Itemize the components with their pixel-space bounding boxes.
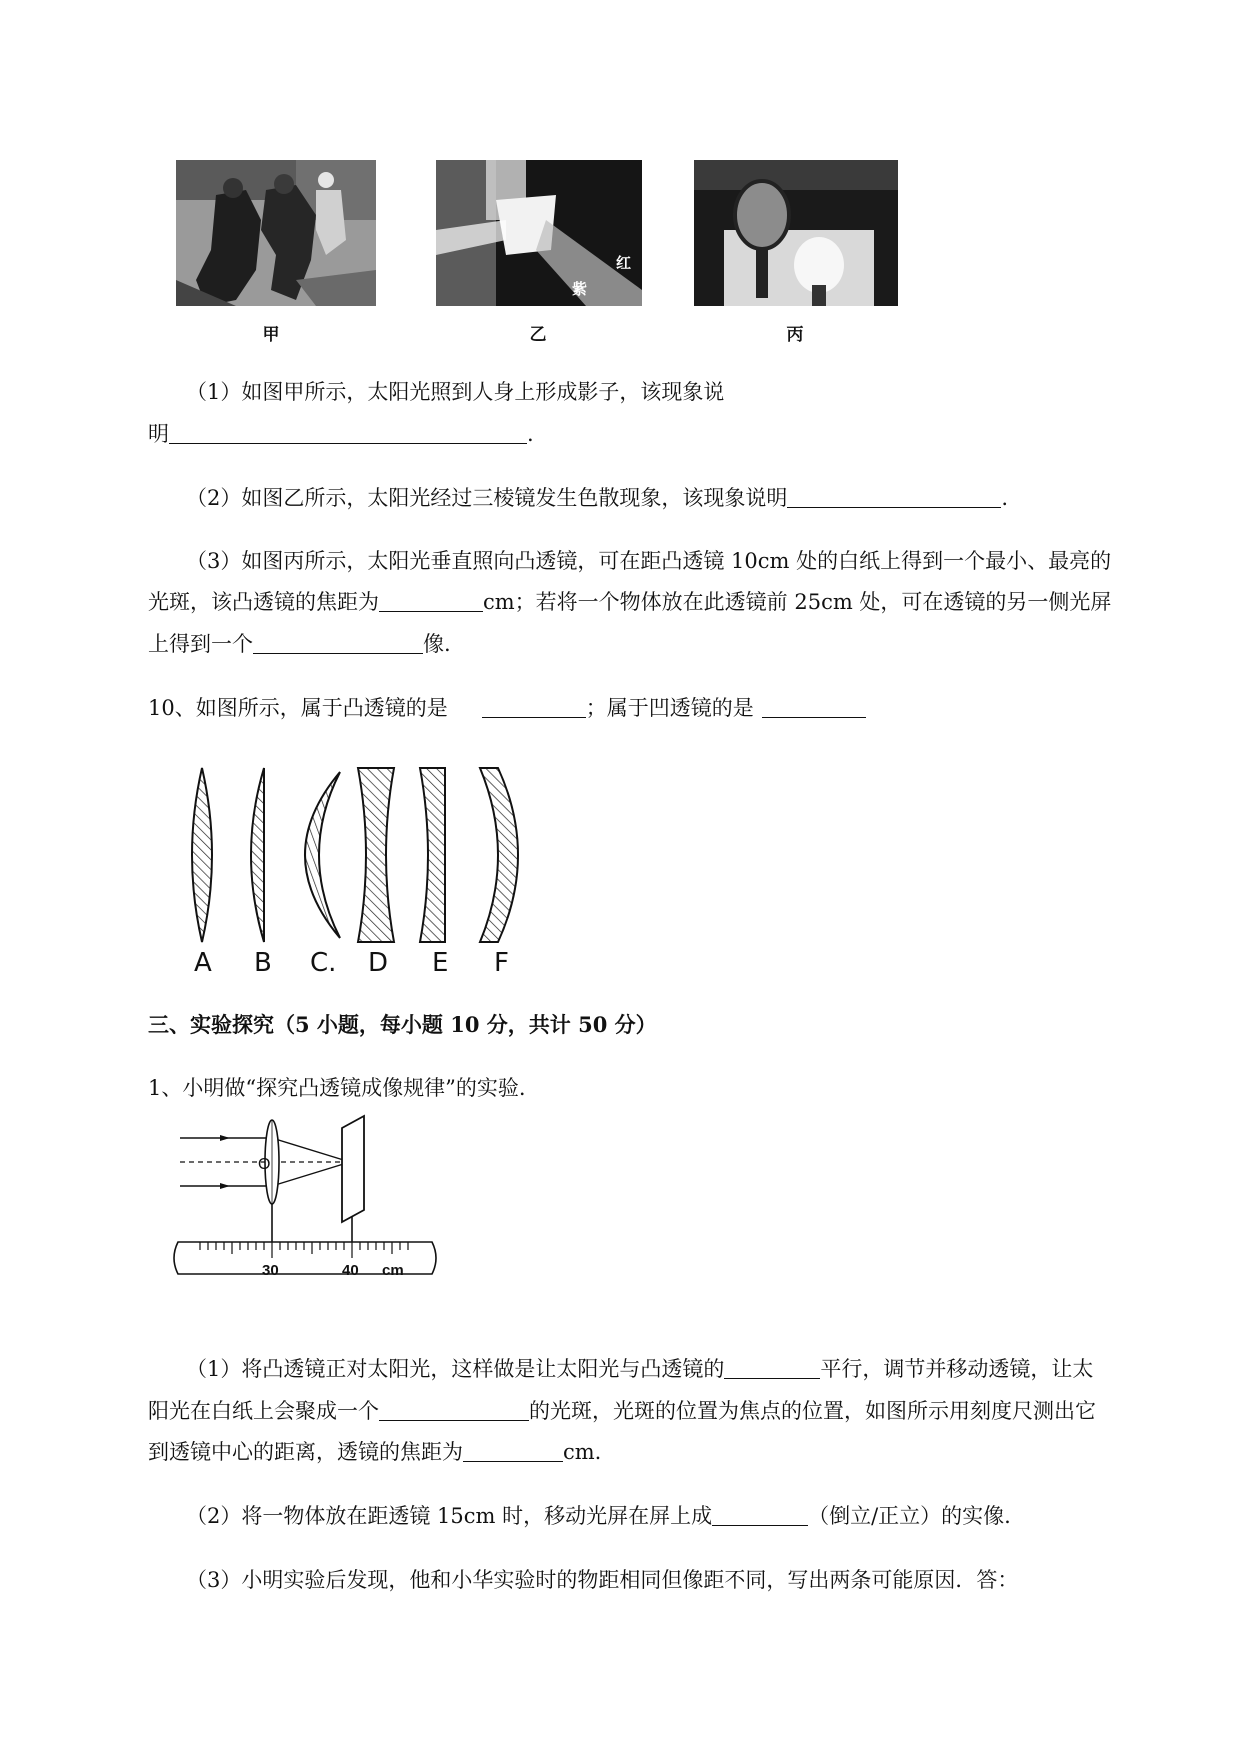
q10-prefix: 10、如图所示，属于凸透镜的是	[148, 696, 448, 720]
exp1-part1-line2	[148, 1399, 1096, 1423]
lens-label-a: A	[194, 948, 212, 978]
caption-yi: 乙	[529, 325, 547, 345]
q9-part1-line2	[148, 422, 534, 446]
exp1-part2-prefix: （2）将一物体放在距透镜 15cm 时，移动光屏在屏上成	[186, 1504, 713, 1528]
exp1-part1-line1-suffix: 平行，调节并移动透镜，让太	[820, 1357, 1094, 1381]
exp1-part1-line3-prefix: 到透镜中心的距离，透镜的焦距为	[148, 1440, 463, 1464]
ruler-label-30: 30	[262, 1262, 279, 1279]
exp1-part2	[186, 1504, 1011, 1528]
exp1-part2-suffix: （倒立/正立）的实像.	[808, 1504, 1011, 1528]
lens-label-b: B	[254, 948, 272, 978]
q9-part3-line3-prefix: 上得到一个	[148, 632, 253, 656]
q9-part3-line1: （3）如图丙所示，太阳光垂直照向凸透镜，可在距凸透镜 10cm 处的白纸上得到一个最小、最亮的	[186, 549, 1112, 573]
lens-e	[420, 768, 445, 942]
q9-part3-focal-blank[interactable]	[379, 591, 483, 612]
q9-part3-image-blank[interactable]	[253, 633, 423, 654]
caption-jia: 甲	[262, 325, 280, 345]
q9-part1-line1: （1）如图甲所示，太阳光照到人身上形成影子，该现象说	[186, 380, 725, 404]
lens-a	[192, 768, 212, 942]
prism-label-red: 红	[616, 254, 632, 272]
caption-bing: 丙	[786, 325, 804, 345]
q10-convex-blank[interactable]	[482, 697, 586, 718]
q9-part3-line2	[148, 590, 1111, 614]
exp1-part1-spot-blank[interactable]	[379, 1400, 529, 1421]
q10-question	[148, 696, 866, 720]
exp1-part1-line1-prefix: （1）将凸透镜正对太阳光，这样做是让太阳光与凸透镜的	[186, 1357, 725, 1381]
ruler-label-40: 40	[342, 1262, 359, 1279]
prism-photo-illustration	[436, 160, 642, 306]
photo-bing-magnifier	[694, 160, 898, 306]
ruler-experiment-figure	[172, 1106, 442, 1276]
q9-part2-text: （2）如图乙所示，太阳光经过三棱镜发生色散现象，该现象说明	[186, 486, 788, 510]
q9-part3-line2-prefix: 光斑，该凸透镜的焦距为	[148, 590, 379, 614]
exp1-part1-line2-prefix: 阳光在白纸上会聚成一个	[148, 1399, 379, 1423]
q9-part2	[186, 486, 1008, 510]
lens-label-f: F	[494, 948, 509, 978]
shadow-photo-illustration	[176, 160, 376, 306]
q9-part2-answer-blank[interactable]	[787, 487, 1001, 508]
exp1-part1-focal-blank[interactable]	[463, 1441, 563, 1462]
exp1-intro: 1、小明做“探究凸透镜成像规律”的实验.	[148, 1076, 526, 1100]
ruler-label-unit: cm	[382, 1262, 404, 1279]
photo-yi-prism	[436, 160, 642, 306]
photo-jia-shadow	[176, 160, 376, 306]
section3-heading: 三、实验探究（5 小题，每小题 10 分，共计 50 分）	[148, 1012, 657, 1037]
q9-part3-line3-suffix: 像.	[423, 632, 451, 656]
exp1-part1-line3-suffix: cm.	[563, 1440, 602, 1464]
lens-f	[480, 768, 518, 942]
q9-part1-prefix: 明	[148, 422, 169, 446]
lens-b	[251, 768, 264, 942]
exp1-part1-line2-suffix: 的光斑，光斑的位置为焦点的位置，如图所示用刻度尺测出它	[529, 1399, 1096, 1423]
lens-label-c: C.	[310, 948, 337, 978]
lens-label-e: E	[432, 948, 449, 978]
lens-d	[358, 768, 394, 942]
exp1-part1-line3	[148, 1440, 601, 1464]
lens-label-d: D	[368, 948, 389, 978]
q10-concave-blank[interactable]	[762, 697, 866, 718]
q9-part1-answer-blank[interactable]	[169, 423, 527, 444]
exp1-part3: （3）小明实验后发现，他和小华实验时的物距相同但像距不同，写出两条可能原因．答：	[186, 1568, 1019, 1592]
magnifier-photo-illustration	[694, 160, 898, 306]
q9-part1-suffix: .	[527, 422, 534, 446]
ruler-label-o: O	[258, 1156, 271, 1173]
lens-c	[305, 772, 340, 938]
q10-middle: ；属于凹透镜的是	[585, 696, 754, 720]
q9-part3-line2-suffix: cm；若将一个物体放在此透镜前 25cm 处，可在透镜的另一侧光屏	[483, 590, 1112, 614]
exp1-part1-axis-blank[interactable]	[724, 1358, 820, 1379]
prism-label-violet: 紫	[572, 280, 588, 298]
exp1-part1-line1	[186, 1357, 1093, 1381]
q9-part2-suffix: .	[1001, 486, 1009, 510]
q9-part3-line3	[148, 632, 451, 656]
lens-figure	[180, 760, 550, 950]
exp1-part2-image-blank[interactable]	[712, 1505, 808, 1526]
